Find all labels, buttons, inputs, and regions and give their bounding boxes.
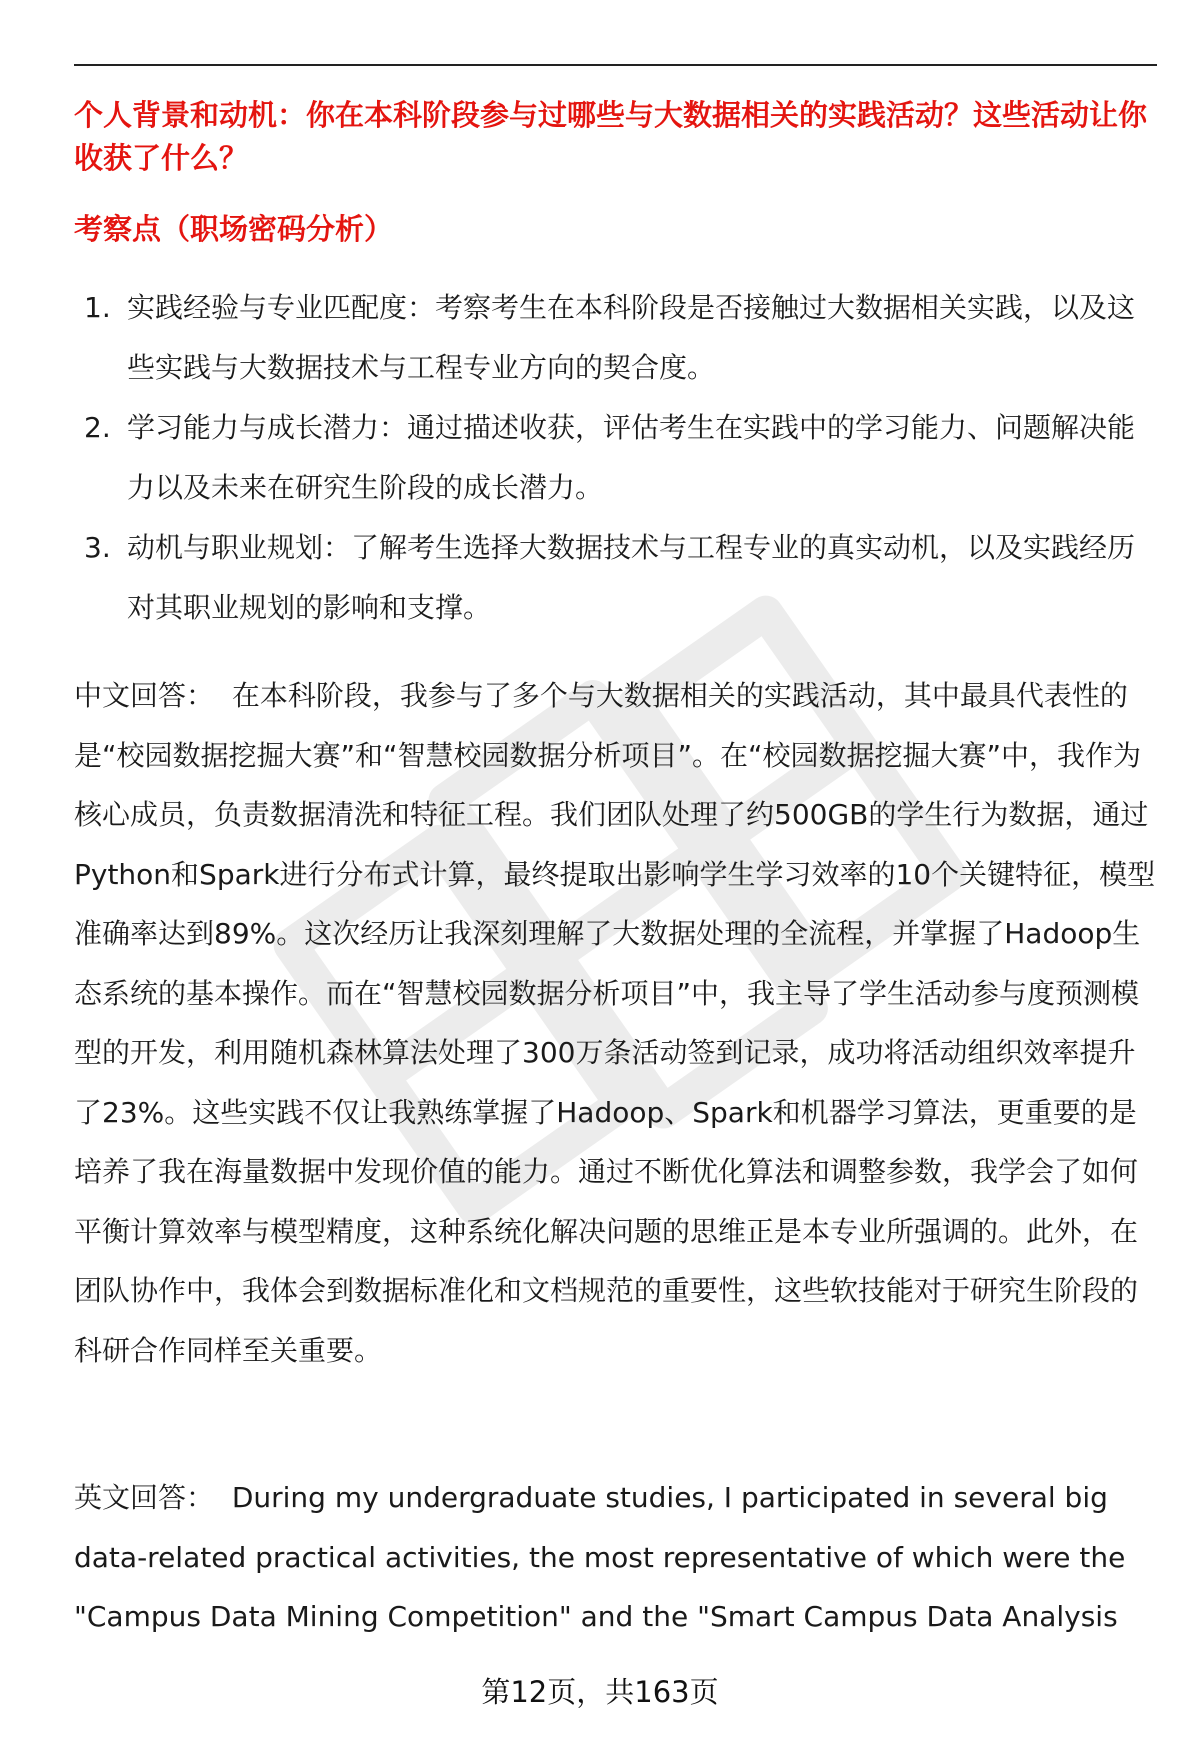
english-answer-label: 英文回答：: [74, 1481, 215, 1514]
exam-point-number: 3.: [84, 531, 111, 564]
chinese-answer-text: 在本科阶段，我参与了多个与大数据相关的实践活动，其中最具代表性的是“校园数据挖掘大赛”和“智慧校园数据分析项目”。在“校园数据挖掘大赛”中，我作为核心成员，负责数据清洗和特征工程。我们团队处理了约500GB的学生行为数据，通过Python和Spark进行分布式计算，最终提取出影响学生学习效率的10个关键特征，模型准确率达到89%。这次经历让我深刻理解了大数据处理的全流程，并掌握了Hadoop生态系统的基本操作。而在“智慧校园数据分析项目”中，我主导了学生活动参与度预测模型的开发，利用随机森林算法处理了300万条活动签到记录，成功将活动组织效率提升了23%。这些实践不仅让我熟练掌握了Hadoop、Spark和机器学习算法，更重要的是培养了我在海量数据中发现价值的能力。通过不断优化算法和调整参数，我学会了如何平衡计算效率与模型精度，这种系统化解决问题的思维正是本专业所强调的。此外，在团队协作中，我体会到数据标准化和文档规范的重要性，这些软技能对于研究生阶段的科研合作同样至关重要。: [74, 679, 1156, 1367]
exam-point-number: 1.: [84, 291, 111, 324]
english-answer-text: During my undergraduate studies, I participated in several big data-related practical activities, the most representative of which were the "Campus Data Mining Competition" and the "Smart Campus Data Analysis: [74, 1481, 1126, 1633]
exam-points-list: [74, 278, 1157, 638]
chinese-answer: [74, 666, 1157, 1380]
chinese-answer-label: 中文回答：: [74, 679, 215, 712]
question-heading: 个人背景和动机：你在本科阶段参与过哪些与大数据相关的实践活动？这些活动让你收获了什么？: [74, 98, 1148, 175]
exam-point-text: 实践经验与专业匹配度：考察考生在本科阶段是否接触过大数据相关实践，以及这些实践与大数据技术与工程专业方向的契合度。: [127, 291, 1136, 384]
top-divider: [74, 64, 1157, 66]
exam-point-2: [74, 398, 1157, 518]
exam-point-number: 2.: [84, 411, 111, 444]
exam-point-3: [74, 518, 1157, 638]
english-answer: [74, 1468, 1157, 1647]
page-number: 第12页，共163页: [481, 1675, 719, 1709]
exam-point-text: 学习能力与成长潜力：通过描述收获，评估考生在实践中的学习能力、问题解决能力以及未来在研究生阶段的成长潜力。: [127, 411, 1136, 504]
exam-points-heading: 考察点（职场密码分析）: [74, 212, 394, 246]
exam-point-1: [74, 278, 1157, 398]
exam-point-text: 动机与职业规划：了解考生选择大数据技术与工程专业的真实动机，以及实践经历对其职业规划的影响和支撑。: [127, 531, 1136, 624]
